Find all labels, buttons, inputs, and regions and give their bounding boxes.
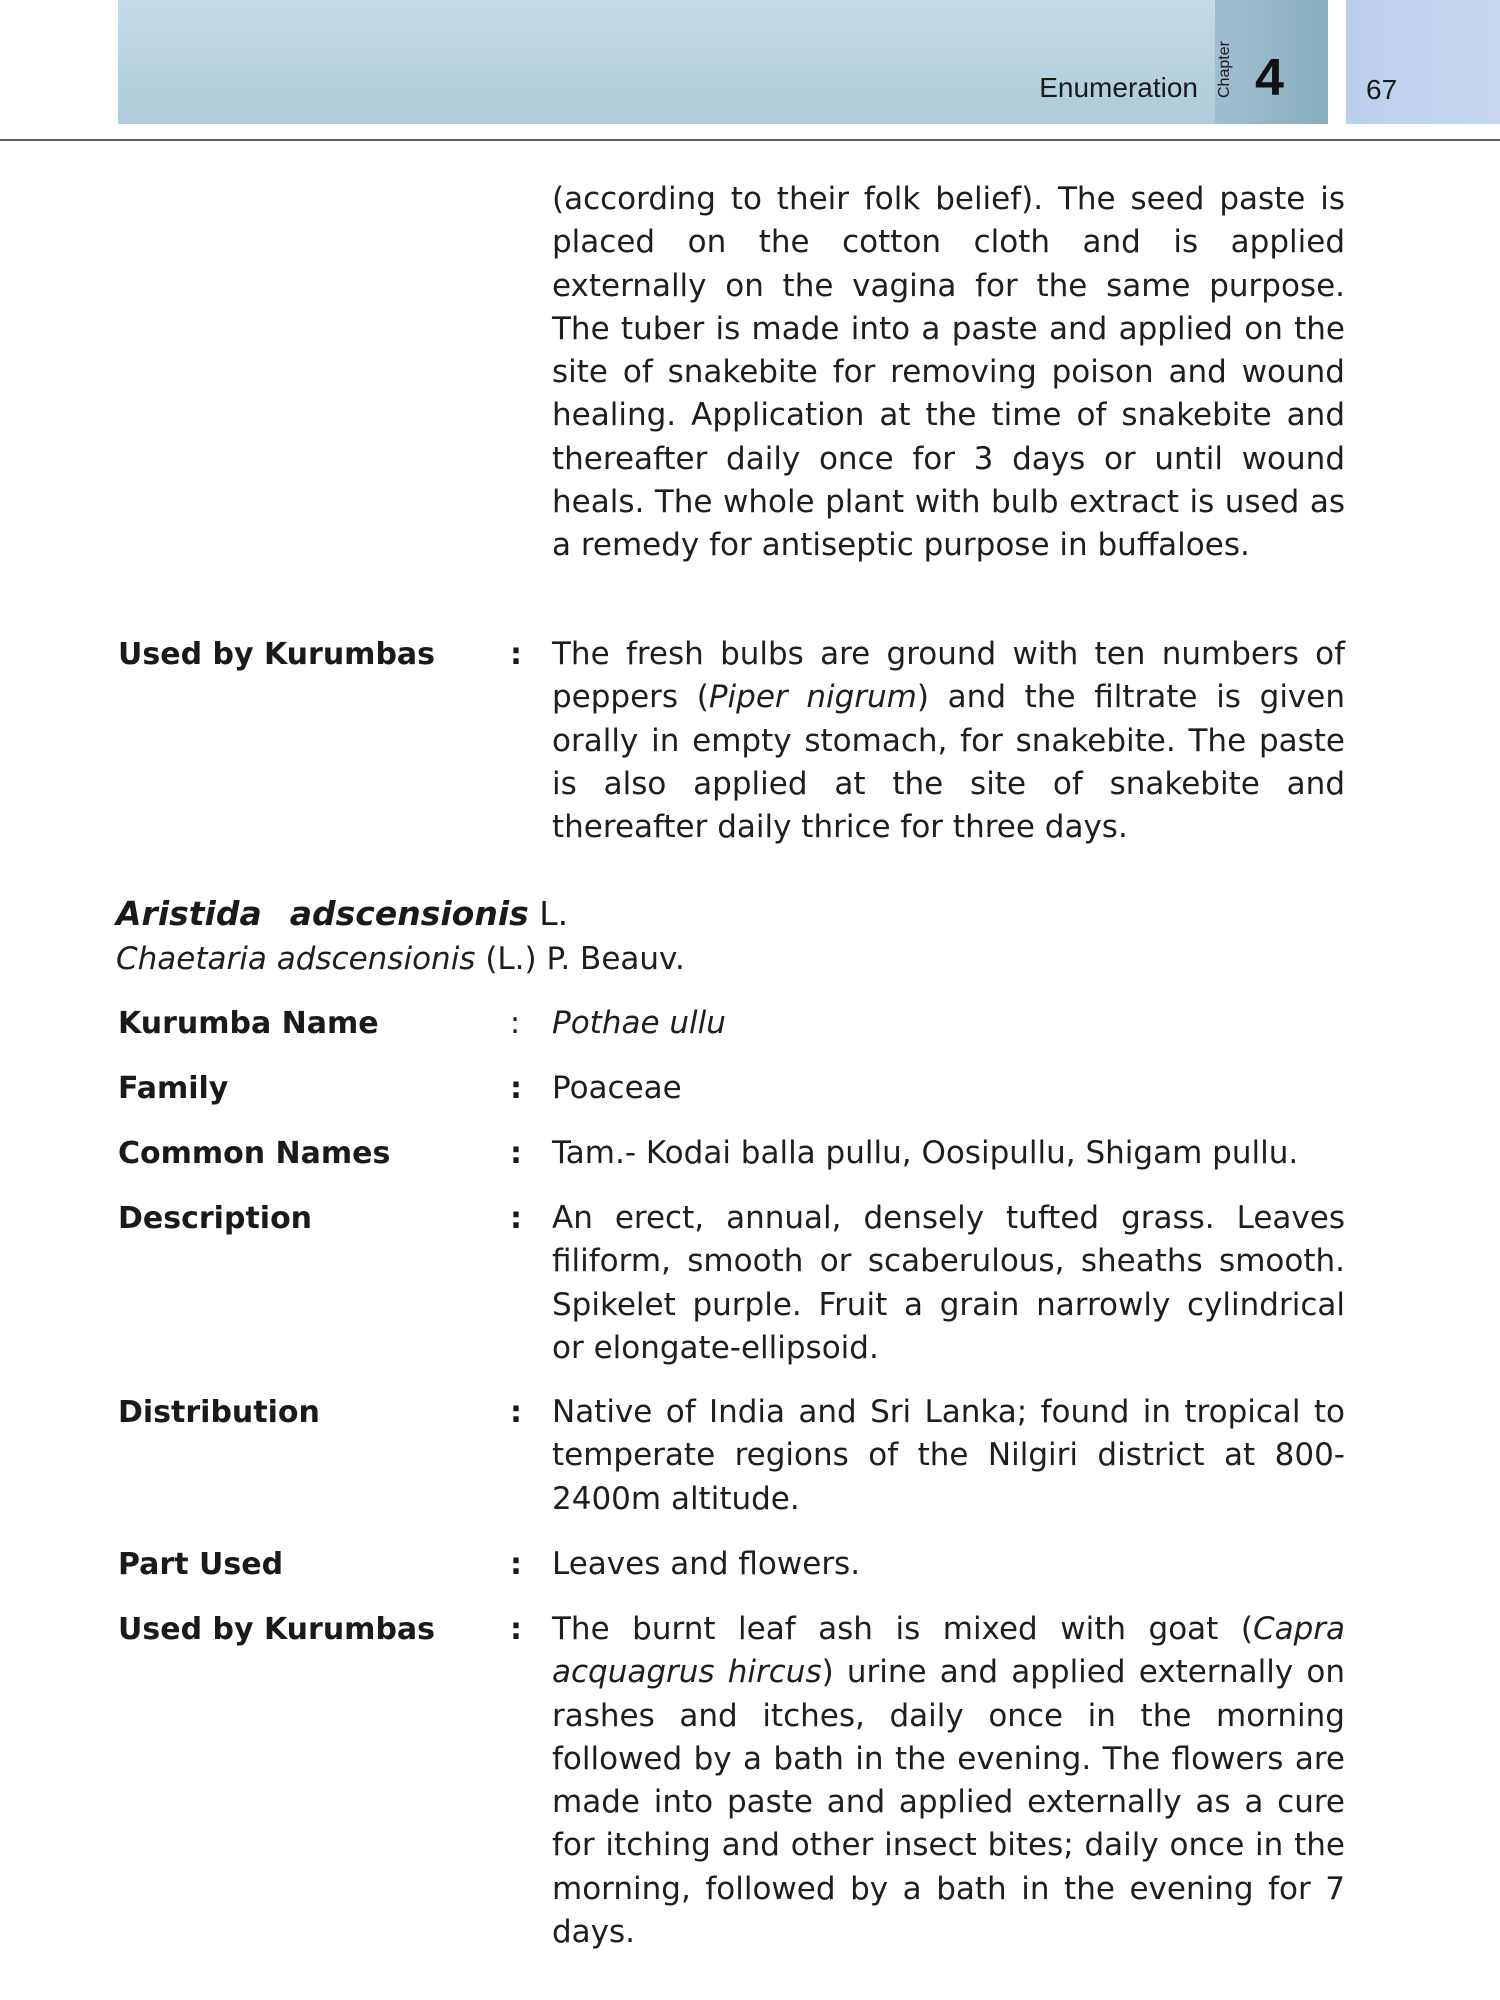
species-synonym bbox=[116, 937, 685, 981]
species-genus: Aristida bbox=[116, 894, 262, 933]
prev-used-by-text-part2: ) and the filtrate is given orally in empty stomach, for snakebite. The paste is also applied at the site of snakebite and thereafter daily thrice for three days. bbox=[552, 679, 1345, 846]
species-author: L. bbox=[539, 894, 569, 933]
distribution-value: Native of India and Sri Lanka; found in tropical to temperate regions of the Nilgiri district at 800-2400m altitude. bbox=[552, 1394, 1345, 1517]
used-by-text-part2: ) urine and applied externally on rashes and itches, daily once in the morning followed by a bath in the evening. The flowers are made into paste and applied externally as a cure for itching and other insect bites; daily once in the morning, followed by a bath in the evening for 7 days. bbox=[552, 1654, 1345, 1951]
kurumba-name-value: Pothae ullu bbox=[552, 1005, 726, 1041]
family-colon: : bbox=[510, 1071, 522, 1106]
prev-used-by-colon: : bbox=[510, 637, 522, 672]
common-names-colon: : bbox=[510, 1136, 522, 1171]
kurumba-name-colon: : bbox=[510, 1006, 521, 1041]
used-by-text-part1: The burnt leaf ash is mixed with goat ( bbox=[552, 1611, 1253, 1647]
species-epithet: adscensionis bbox=[289, 894, 529, 933]
header-band bbox=[118, 0, 1328, 124]
chapter-label: Chapter bbox=[1216, 41, 1233, 99]
synonym-name: Chaetaria adscensionis bbox=[116, 941, 476, 977]
synonym-author: (L.) P. Beauv. bbox=[485, 941, 685, 977]
common-names-label: Common Names bbox=[118, 1136, 391, 1171]
common-names-value: Tam.- Kodai balla pullu, Oosipullu, Shigam pullu. bbox=[552, 1135, 1299, 1171]
prev-used-by-label: Used by Kurumbas bbox=[118, 637, 436, 672]
species-heading bbox=[116, 892, 568, 936]
family-label: Family bbox=[118, 1071, 229, 1106]
kurumba-name-label: Kurumba Name bbox=[118, 1006, 379, 1041]
part-used-value: Leaves and flowers. bbox=[552, 1546, 861, 1582]
used-by-kurumbas-label: Used by Kurumbas bbox=[118, 1612, 436, 1647]
continuation-paragraph: (according to their folk belief). The seed paste is placed on the cotton cloth and is applied externally on the vagina for the same purpose. The tuber is made into a paste and applied on the site of snakebite for removing poison and wound healing. Application at the time of snakebite and thereafter daily once for 3 days or until wound heals. The whole plant with bulb extract is used as a remedy for antiseptic purpose in buffaloes. bbox=[552, 181, 1345, 564]
prev-used-by-scientific-name: Piper nigrum bbox=[708, 679, 917, 716]
prev-used-by-text-part1: The fresh bulbs are ground with ten numbers of peppers ( bbox=[552, 636, 1345, 716]
part-used-label: Part Used bbox=[118, 1547, 284, 1582]
description-label: Description bbox=[118, 1201, 313, 1236]
distribution-colon: : bbox=[510, 1395, 522, 1430]
used-by-scientific-name: Capra acquagrus hircus bbox=[552, 1611, 1345, 1691]
page-number: 67 bbox=[1366, 74, 1398, 105]
header-rule bbox=[0, 139, 1500, 141]
family-value: Poaceae bbox=[552, 1070, 682, 1106]
section-title: Enumeration bbox=[1039, 72, 1198, 103]
description-value: An erect, annual, densely tufted grass. Leaves filiform, smooth or scaberulous, sheaths smooth. Spikelet purple. Fruit a grain narrowly cylindrical or elongate-ellipsoid. bbox=[552, 1200, 1345, 1366]
prev-used-by-text bbox=[552, 633, 1345, 849]
used-by-kurumbas-colon: : bbox=[510, 1612, 522, 1647]
distribution-label: Distribution bbox=[118, 1395, 320, 1430]
description-colon: : bbox=[510, 1201, 522, 1236]
chapter-number: 4 bbox=[1255, 49, 1284, 107]
used-by-kurumbas-text bbox=[552, 1608, 1345, 1954]
part-used-colon: : bbox=[510, 1547, 522, 1582]
